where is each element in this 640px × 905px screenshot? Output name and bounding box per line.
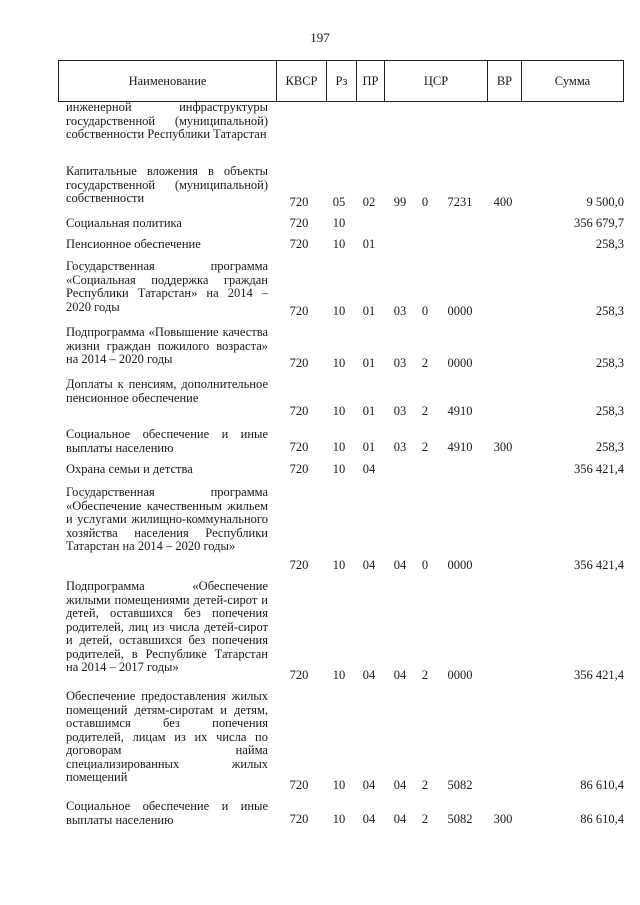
- cell-csr2: 2: [421, 668, 429, 682]
- cell-rz: 10: [332, 668, 346, 682]
- cell-kvsr: 720: [289, 462, 309, 476]
- cell-pr: 01: [362, 440, 376, 454]
- cell-pr: 02: [362, 195, 376, 209]
- cell-rz: 10: [332, 404, 346, 418]
- cell-sum: 86 610,4: [580, 812, 624, 826]
- cell-rz: 10: [332, 356, 346, 370]
- header-rz: Рз: [326, 61, 356, 101]
- cell-csr1: 03: [393, 356, 407, 370]
- cell-sum: 356 421,4: [574, 668, 624, 682]
- row-name: Социальное обеспечение и иные выплаты населению: [66, 799, 268, 827]
- row-name: Подпрограмма «Повышение качества жизни граждан пожилого возраста» на 2014 – 2020 годы: [66, 325, 268, 366]
- cell-rz: 10: [332, 558, 346, 572]
- cell-kvsr: 720: [289, 440, 309, 454]
- cell-sum: 356 421,4: [574, 462, 624, 476]
- cell-sum: 258,3: [595, 304, 624, 318]
- cell-kvsr: 720: [289, 778, 309, 792]
- header-pr: ПР: [356, 61, 384, 101]
- cell-csr2: 0: [421, 558, 429, 572]
- cell-sum: 9 500,0: [586, 195, 624, 209]
- cell-rz: 10: [332, 462, 346, 476]
- row-name: инженерной инфраструктуры государственной (муниципальной) собственности Республики Татарстан: [66, 100, 268, 141]
- cell-rz: 10: [332, 304, 346, 318]
- header-sum: Сумма: [521, 61, 623, 101]
- cell-csr3: 0000: [447, 356, 473, 370]
- cell-csr3: 5082: [447, 778, 473, 792]
- cell-pr: 01: [362, 404, 376, 418]
- cell-pr: 04: [362, 812, 376, 826]
- cell-csr1: 03: [393, 304, 407, 318]
- cell-kvsr: 720: [289, 404, 309, 418]
- row-name: Капитальные вложения в объекты государственной (муниципальной) собственности: [66, 164, 268, 205]
- cell-rz: 05: [332, 195, 346, 209]
- cell-kvsr: 720: [289, 668, 309, 682]
- cell-sum: 258,3: [595, 404, 624, 418]
- row-name: Подпрограмма «Обеспечение жилыми помещениями детей-сирот и детей, оставшихся без попечения родителей, лиц из числа детей-сирот и детей, оставшихся без попечения родителей, в Республике Татарстан на 2014 – 2017 годы»: [66, 579, 268, 674]
- cell-kvsr: 720: [289, 356, 309, 370]
- cell-vr: 300: [493, 440, 513, 454]
- cell-kvsr: 720: [289, 195, 309, 209]
- cell-rz: 10: [332, 778, 346, 792]
- cell-csr3: 4910: [447, 440, 473, 454]
- cell-csr1: 99: [393, 195, 407, 209]
- cell-csr2: 2: [421, 440, 429, 454]
- cell-csr3: 7231: [447, 195, 473, 209]
- row-name: Государственная программа «Обеспечение качественным жильем и услугами жилищно-коммунального хозяйства населения Республики Татарстан на 2014 – 2020 годы»: [66, 485, 268, 553]
- cell-csr2: 0: [421, 195, 429, 209]
- cell-pr: 04: [362, 558, 376, 572]
- cell-sum: 258,3: [595, 440, 624, 454]
- cell-kvsr: 720: [289, 812, 309, 826]
- cell-rz: 10: [332, 812, 346, 826]
- cell-csr1: 03: [393, 440, 407, 454]
- cell-csr1: 04: [393, 668, 407, 682]
- cell-csr1: 03: [393, 404, 407, 418]
- cell-pr: 01: [362, 237, 376, 251]
- header-kvsr: КВСР: [276, 61, 326, 101]
- row-name: Государственная программа «Социальная поддержка граждан Республики Татарстан» на 2014 – 2020 годы: [66, 259, 268, 314]
- cell-vr: 300: [493, 812, 513, 826]
- cell-csr2: 2: [421, 812, 429, 826]
- row-name: Пенсионное обеспечение: [66, 237, 201, 251]
- cell-sum: 86 610,4: [580, 778, 624, 792]
- cell-csr3: 5082: [447, 812, 473, 826]
- cell-rz: 10: [332, 237, 346, 251]
- cell-csr2: 2: [421, 356, 429, 370]
- cell-csr3: 0000: [447, 668, 473, 682]
- cell-csr3: 4910: [447, 404, 473, 418]
- cell-kvsr: 720: [289, 304, 309, 318]
- row-name: Доплаты к пенсиям, дополнительное пенсионное обеспечение: [66, 377, 268, 405]
- cell-csr1: 04: [393, 558, 407, 572]
- cell-pr: 01: [362, 356, 376, 370]
- row-name: Охрана семьи и детства: [66, 462, 193, 476]
- cell-sum: 258,3: [595, 237, 624, 251]
- cell-pr: 04: [362, 668, 376, 682]
- cell-kvsr: 720: [289, 558, 309, 572]
- cell-csr3: 0000: [447, 558, 473, 572]
- cell-rz: 10: [332, 216, 346, 230]
- cell-csr1: 04: [393, 812, 407, 826]
- cell-csr2: 0: [421, 304, 429, 318]
- cell-pr: 04: [362, 462, 376, 476]
- cell-pr: 01: [362, 304, 376, 318]
- row-name: Социальная политика: [66, 216, 182, 230]
- cell-sum: 356 679,7: [574, 216, 624, 230]
- cell-kvsr: 720: [289, 237, 309, 251]
- page-number: 197: [310, 30, 330, 45]
- cell-csr1: 04: [393, 778, 407, 792]
- header-name: Наименование: [128, 73, 207, 88]
- cell-csr2: 2: [421, 778, 429, 792]
- cell-csr3: 0000: [447, 304, 473, 318]
- cell-sum: 356 421,4: [574, 558, 624, 572]
- row-name: Обеспечение предоставления жилых помещений детям-сиротам и детям, оставшимся без попечения родителей, лицам из их числа по договорам найма специализированных жилых помещений: [66, 689, 268, 784]
- cell-csr2: 2: [421, 404, 429, 418]
- table-header: [58, 60, 624, 102]
- header-vr: ВР: [487, 61, 521, 101]
- cell-pr: 04: [362, 778, 376, 792]
- header-csr: ЦСР: [384, 61, 487, 101]
- cell-vr: 400: [493, 195, 513, 209]
- cell-sum: 258,3: [595, 356, 624, 370]
- row-name: Социальное обеспечение и иные выплаты населению: [66, 427, 268, 455]
- cell-rz: 10: [332, 440, 346, 454]
- cell-kvsr: 720: [289, 216, 309, 230]
